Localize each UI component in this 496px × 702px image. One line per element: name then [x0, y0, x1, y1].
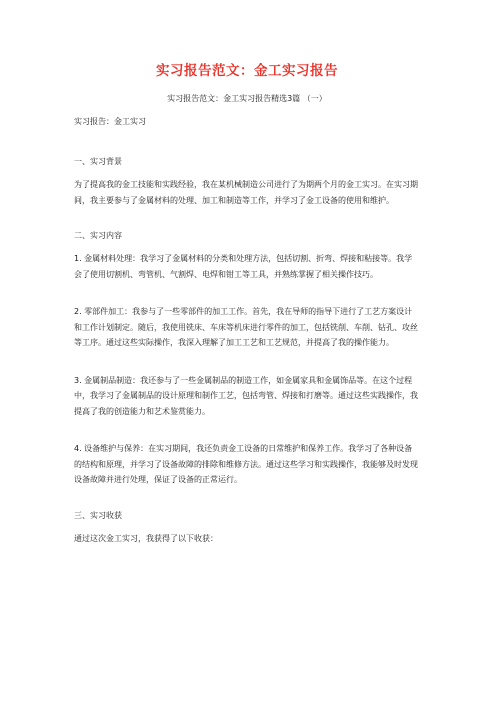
section-paragraph: 2. 零部件加工：我参与了一些零部件的加工工作。首先，我在导师的指导下进行了工艺方案设计和工作计划制定。随后，我使用铣床、车床等机床进行零件的加工，包括铣削、车削、钻孔、攻丝等工序。通过这些实际操作，我深入理解了加工工艺和工艺规范，并提高了我的操作能力。	[74, 307, 418, 347]
section-heading-content: 二、实习内容	[74, 231, 122, 240]
section-paragraph: 3. 金属制品制造：我还参与了一些金属制品的制造工作，如金属家具和金属饰品等。在这个过程中，我学习了金属制品的设计原理和制作工艺，包括弯管、焊接和打磨等。通过这些实践操作，我提高了我的创造能力和艺术鉴赏能力。	[74, 375, 418, 416]
page-subtitle: 实习报告范文：金工实习报告精选3篇 （一）	[167, 94, 327, 103]
section-heading-gains: 三、实习收获	[74, 510, 122, 520]
section-paragraph: 通过这次金工实习，我获得了以下收获：	[74, 533, 218, 543]
intro-label: 实习报告：金工实习	[74, 117, 146, 126]
section-paragraph: 4. 设备维护与保养：在实习期间，我还负责金工设备的日常维护和保养工作。我学习了各种设备的结构和原理，并学习了设备故障的排除和维修方法。通过这些学习和实践操作，我能够及时发现设备故障并进行处理，保证了设备的正常运行。	[74, 444, 418, 484]
page-title: 实习报告范文：金工实习报告	[156, 63, 338, 79]
section-paragraph: 1. 金属材料处理：我学习了金属材料的分类和处理方法，包括切割、折弯、焊接和粘接等。我学会了使用切割机、弯管机、气割焊、电焊和钳工等工具，并熟练掌握了相关操作技巧。	[74, 254, 413, 279]
section-paragraph: 为了提高我的金工技能和实践经验，我在某机械制造公司进行了为期两个月的金工实习。在实习期间，我主要参与了金属材料的处理、加工和制造等工作，并学习了金工设备的使用和维护。	[74, 180, 418, 205]
section-heading-background: 一、实习背景	[74, 157, 122, 166]
